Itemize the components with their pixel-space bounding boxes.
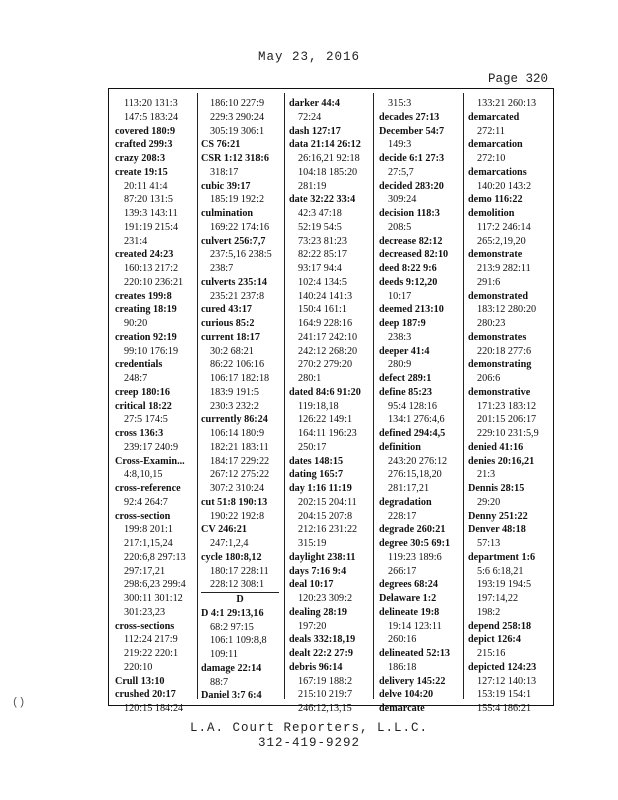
index-entry: 102:4 134:5 <box>298 276 347 288</box>
index-entry: creating 18:19 <box>115 304 177 316</box>
index-entry: 260:16 <box>388 634 417 646</box>
index-entry: 238:7 <box>210 263 234 274</box>
index-entry: 201:15 206:17 <box>477 414 537 426</box>
index-entry: create 19:15 <box>115 166 168 178</box>
index-entry: demonstrative <box>468 386 531 398</box>
index-entry: 202:15 204:11 <box>298 496 357 508</box>
index-entry: 93:17 94:4 <box>298 263 342 274</box>
index-entry: 281:17,21 <box>388 483 430 494</box>
index-entry: 315:3 <box>388 98 412 109</box>
index-entry: cured 43:17 <box>201 304 253 316</box>
index-entry: definition <box>379 441 421 453</box>
index-entry: crushed 20:17 <box>115 689 176 701</box>
index-entry: 4:8,10,15 <box>124 469 163 481</box>
index-entry: 19:14 123:11 <box>388 620 442 632</box>
column-divider <box>373 93 374 699</box>
index-entry: 106:1 109:8,8 <box>210 635 267 647</box>
index-entry: 272:11 <box>477 125 505 137</box>
index-entry: degree 30:5 69:1 <box>379 538 451 549</box>
index-entry: denied 41:16 <box>468 441 524 453</box>
index-entry: cubic 39:17 <box>201 180 251 192</box>
index-entry: 241:17 242:10 <box>298 331 358 343</box>
index-entry: 5:6 6:18,21 <box>477 565 524 577</box>
index-entry: 27:5,7 <box>388 166 414 178</box>
index-entry: 119:18,18 <box>298 400 339 412</box>
index-entry: demonstrate <box>468 249 523 261</box>
index-entry: debris 96:14 <box>289 661 343 673</box>
index-entry: deemed 213:10 <box>379 304 444 316</box>
index-entry: 229:3 290:24 <box>210 111 265 123</box>
index-entry: 190:22 192:8 <box>210 510 265 522</box>
index-entry: decide 6:1 27:3 <box>379 153 445 164</box>
index-entry: deals 332:18,19 <box>289 634 356 646</box>
index-entry: 280:9 <box>388 359 412 371</box>
index-entry: 250:17 <box>298 441 327 453</box>
index-entry: 276:15,18,20 <box>388 469 442 481</box>
index-entry: 10:17 <box>388 290 412 302</box>
index-entry: 86:22 106:16 <box>210 359 265 371</box>
index-entry: 228:12 308:1 <box>210 579 265 591</box>
index-entry: 300:11 301:12 <box>124 593 183 604</box>
index-entry: demonstrates <box>468 331 527 343</box>
index-entry: define 85:23 <box>379 386 432 398</box>
index-entry: delineated 52:13 <box>379 648 451 659</box>
index-entry: 183:12 280:20 <box>477 304 537 316</box>
index-entry: demarcate <box>379 703 425 714</box>
index-entry: 126:22 149:1 <box>298 414 353 426</box>
index-entry: 183:9 191:5 <box>210 386 259 398</box>
index-entry: cross 136:3 <box>115 428 164 439</box>
index-entry: defect 289:1 <box>379 373 432 384</box>
header-date: May 23, 2016 <box>257 50 360 64</box>
index-entry: D 4:1 29:13,16 <box>201 607 264 619</box>
index-entry: covered 180:9 <box>115 125 176 137</box>
index-entry: credentials <box>115 359 163 371</box>
index-entry: demolition <box>468 208 515 219</box>
index-entry: 191:19 215:4 <box>124 221 179 233</box>
index-entry: CS 76:21 <box>201 139 241 151</box>
index-entry: dash 127:17 <box>289 125 341 137</box>
index-entry: cross-reference <box>115 483 181 494</box>
index-entry: dates 148:15 <box>289 455 344 467</box>
index-entry: 140:20 143:2 <box>477 180 532 192</box>
index-entry: 73:23 81:23 <box>298 235 347 247</box>
index-entry: decrease 82:12 <box>379 235 443 247</box>
index-entry: 133:21 260:13 <box>477 98 537 109</box>
index-entry: Denver 48:18 <box>468 524 526 536</box>
index-entry: demarcated <box>468 111 520 123</box>
index-entry: currently 86:24 <box>201 414 268 426</box>
index-entry: days 7:16 9:4 <box>289 565 347 577</box>
index-entry: 109:11 <box>210 649 238 660</box>
footer-phone: 312-419-9292 <box>257 736 360 750</box>
index-entry: demonstrating <box>468 359 532 371</box>
index-entry: critical 18:22 <box>115 400 172 412</box>
index-entry: 104:18 185:20 <box>298 166 358 178</box>
index-entry: 185:19 192:2 <box>210 194 265 206</box>
index-entry: 72:24 <box>298 111 322 123</box>
index-entry: degradation <box>379 496 432 508</box>
index-entry: department 1:6 <box>468 551 536 563</box>
index-entry: 88:7 <box>210 676 229 688</box>
index-entry: decided 283:20 <box>379 180 444 192</box>
index-entry: 272:10 <box>477 153 506 164</box>
index-entry: depict 126:4 <box>468 634 521 646</box>
index-entry: culverts 235:14 <box>201 276 267 288</box>
index-entry: 297:17,21 <box>124 565 166 577</box>
section-letter: D <box>201 592 279 607</box>
index-entry: 220:18 277:6 <box>477 345 532 357</box>
index-entry: 228:17 <box>388 510 417 522</box>
index-entry: 280:1 <box>298 373 322 384</box>
index-entry: 235:21 237:8 <box>210 290 265 302</box>
index-entry: 117:2 246:14 <box>477 221 531 233</box>
index-entry: 92:4 264:7 <box>124 496 168 508</box>
index-entry: 26:16,21 92:18 <box>298 153 360 164</box>
index-entry: demarcations <box>468 166 527 178</box>
index-entry: demo 116:22 <box>468 194 523 206</box>
index-entry: created 24:23 <box>115 249 174 261</box>
index-entry: deeds 9:12,20 <box>379 276 438 288</box>
index-entry: denies 20:16,21 <box>468 455 535 467</box>
index-entry: creates 199:8 <box>115 290 172 302</box>
footer-company: L.A. Court Reporters, L.L.C. <box>189 721 429 735</box>
index-entry: 213:9 282:11 <box>477 263 531 274</box>
index-entry: 315:19 <box>298 538 327 549</box>
index-entry: 270:2 279:20 <box>298 359 353 371</box>
index-entry: culmination <box>201 208 254 219</box>
index-entry: day 1:16 11:19 <box>289 483 352 494</box>
index-entry: 230:3 232:2 <box>210 400 259 412</box>
index-entry: depicted 124:23 <box>468 661 537 673</box>
index-entry: 247:1,2,4 <box>210 538 249 549</box>
index-entry: 197:14,22 <box>477 593 519 604</box>
index-entry: 52:19 54:5 <box>298 221 342 233</box>
index-entry: 246:12,13,15 <box>298 703 352 714</box>
index-entry: 160:13 217:2 <box>124 263 179 274</box>
index-entry: crafted 299:3 <box>115 139 173 151</box>
index-entry: Delaware 1:2 <box>379 593 437 604</box>
index-entry: 267:12 275:22 <box>210 469 270 481</box>
index-entry: delineate 19:8 <box>379 606 440 618</box>
index-entry: 139:3 143:11 <box>124 208 178 219</box>
index-column-5 <box>468 97 546 716</box>
index-entry: December 54:7 <box>379 125 445 137</box>
index-entry: cross-section <box>115 510 171 522</box>
index-entry: 198:2 <box>477 606 501 618</box>
index-entry: 68:2 97:15 <box>210 621 254 633</box>
index-entry: decreased 82:10 <box>379 249 449 261</box>
index-entry: 242:12 268:20 <box>298 345 358 357</box>
index-entry: 197:20 <box>298 620 327 632</box>
index-entry: 95:4 128:16 <box>388 400 437 412</box>
index-entry: 20:11 41:4 <box>124 180 168 192</box>
index-entry: cut 51:8 190:13 <box>201 496 268 508</box>
index-entry: 301:23,23 <box>124 606 166 618</box>
index-entry: 298:6,23 299:4 <box>124 579 186 591</box>
index-entry: 167:19 188:2 <box>298 675 353 687</box>
index-entry: 239:17 240:9 <box>124 441 179 453</box>
index-entry: 217:1,15,24 <box>124 538 173 549</box>
index-entry: 220:10 <box>124 661 153 673</box>
index-entry: 27:5 174:5 <box>124 414 168 426</box>
punch-hole-mark: () <box>12 697 26 709</box>
index-entry: 208:5 <box>388 221 412 233</box>
index-entry: 186:18 <box>388 661 417 673</box>
index-entry: demonstrated <box>468 290 528 302</box>
index-entry: depend 258:18 <box>468 620 532 632</box>
page-number: Page 320 <box>487 72 548 86</box>
index-entry: 220:10 236:21 <box>124 276 184 288</box>
index-entry: 21:3 <box>477 469 496 481</box>
index-entry: dealing 28:19 <box>289 606 348 618</box>
index-entry: current 18:17 <box>201 331 260 343</box>
index-entry: 220:6,8 297:13 <box>124 551 186 563</box>
index-entry: creation 92:19 <box>115 331 177 343</box>
index-entry: 90:20 <box>124 318 148 329</box>
index-entry: Crull 13:10 <box>115 675 165 687</box>
index-entry: 215:16 <box>477 648 506 659</box>
index-entry: delivery 145:22 <box>379 675 446 687</box>
index-entry: data 21:14 26:12 <box>289 139 361 151</box>
index-entry: decades 27:13 <box>379 111 440 123</box>
index-entry: 204:15 207:8 <box>298 510 353 522</box>
index-entry: 184:17 229:22 <box>210 455 270 467</box>
index-entry: Dennis 28:15 <box>468 483 525 494</box>
index-entry: 281:19 <box>298 180 327 192</box>
index-entry: 113:20 131:3 <box>124 98 178 109</box>
index-entry: CSR 1:12 318:6 <box>201 153 269 164</box>
index-entry: 243:20 276:12 <box>388 455 448 467</box>
index-entry: 219:22 220:1 <box>124 648 179 659</box>
index-entry: defined 294:4,5 <box>379 428 446 439</box>
index-entry: 120:15 184:24 <box>124 703 184 714</box>
index-entry: 150:4 161:1 <box>298 304 347 316</box>
index-entry: 99:10 176:19 <box>124 345 179 357</box>
index-entry: 134:1 276:4,6 <box>388 414 445 426</box>
index-entry: date 32:22 33:4 <box>289 194 356 206</box>
index-column-2 <box>201 97 279 703</box>
index-entry: Daniel 3:7 6:4 <box>201 690 262 702</box>
index-entry: 237:5,16 238:5 <box>210 249 272 261</box>
index-entry: 164:11 196:23 <box>298 428 357 439</box>
index-column-4 <box>379 97 457 716</box>
index-entry: 57:13 <box>477 538 501 549</box>
index-entry: 231:4 <box>124 235 148 247</box>
index-entry: deal 10:17 <box>289 579 334 591</box>
index-entry: dealt 22:2 27:9 <box>289 648 353 659</box>
index-entry: damage 22:14 <box>201 662 262 674</box>
index-entry: 30:2 68:21 <box>210 345 254 357</box>
index-entry: degrade 260:21 <box>379 524 446 536</box>
index-entry: darker 44:4 <box>289 98 341 109</box>
index-entry: cycle 180:8,12 <box>201 551 262 563</box>
index-entry: 305:19 306:1 <box>210 125 265 137</box>
index-entry: 155:4 186:21 <box>477 703 532 714</box>
column-divider <box>197 93 198 699</box>
index-entry: 42:3 47:18 <box>298 208 342 219</box>
index-entry: dated 84:6 91:20 <box>289 386 361 398</box>
index-entry: crazy 208:3 <box>115 153 166 164</box>
index-entry: 140:24 141:3 <box>298 290 353 302</box>
index-entry: Denny 251:22 <box>468 510 528 522</box>
index-entry: daylight 238:11 <box>289 551 356 563</box>
index-entry: 280:23 <box>477 318 506 329</box>
index-entry: 127:12 140:13 <box>477 675 537 687</box>
index-entry: creep 180:16 <box>115 386 170 398</box>
index-entry: 309:24 <box>388 194 417 206</box>
index-entry: delve 104:20 <box>379 689 434 701</box>
index-entry: 238:3 <box>388 331 412 343</box>
index-entry: 318:17 <box>210 166 239 178</box>
index-entry: 149:3 <box>388 139 412 151</box>
index-entry: 180:17 228:11 <box>210 565 269 577</box>
index-entry: 29:20 <box>477 496 501 508</box>
index-entry: dating 165:7 <box>289 469 344 481</box>
index-column-1 <box>115 97 193 716</box>
index-entry: 169:22 174:16 <box>210 221 270 233</box>
index-entry: 119:23 189:6 <box>388 551 442 563</box>
index-entry: 291:6 <box>477 276 501 288</box>
index-entry: culvert 256:7,7 <box>201 235 266 247</box>
index-entry: 229:10 231:5,9 <box>477 428 539 439</box>
index-entry: 206:6 <box>477 373 501 384</box>
index-entry: 212:16 231:22 <box>298 524 358 536</box>
index-entry: deep 187:9 <box>379 318 426 329</box>
column-divider <box>463 93 464 699</box>
index-entry: curious 85:2 <box>201 318 255 329</box>
index-entry: 215:10 219:7 <box>298 689 353 701</box>
index-entry: 164:9 228:16 <box>298 318 353 329</box>
index-entry: 106:14 180:9 <box>210 428 265 439</box>
index-entry: deeper 41:4 <box>379 345 430 357</box>
index-entry: 307:2 310:24 <box>210 483 265 494</box>
index-entry: 120:23 309:2 <box>298 593 353 604</box>
index-entry: 106:17 182:18 <box>210 373 270 384</box>
index-entry: Cross-Examin... <box>115 455 185 467</box>
index-entry: 186:10 227:9 <box>210 98 265 109</box>
index-entry: 112:24 217:9 <box>124 634 178 646</box>
index-entry: 248:7 <box>124 373 148 384</box>
index-entry: 87:20 131:5 <box>124 194 173 206</box>
index-entry: deed 8:22 9:6 <box>379 263 437 274</box>
index-entry: 82:22 85:17 <box>298 249 347 261</box>
index-entry: cross-sections <box>115 620 175 632</box>
index-frame <box>108 88 554 714</box>
index-entry: 199:8 201:1 <box>124 524 173 536</box>
index-entry: 266:17 <box>388 565 417 577</box>
index-entry: CV 246:21 <box>201 524 247 536</box>
index-entry: 265:2,19,20 <box>477 235 526 247</box>
index-entry: decision 118:3 <box>379 208 440 219</box>
index-entry: demarcation <box>468 139 523 151</box>
index-entry: 182:21 183:11 <box>210 441 269 453</box>
column-divider <box>284 93 285 699</box>
index-column-3 <box>289 97 367 716</box>
index-entry: 193:19 194:5 <box>477 579 532 591</box>
index-entry: degrees 68:24 <box>379 579 438 591</box>
index-entry: 171:23 183:12 <box>477 400 537 412</box>
index-entry: 153:19 154:1 <box>477 689 532 701</box>
index-entry: 147:5 183:24 <box>124 111 179 123</box>
